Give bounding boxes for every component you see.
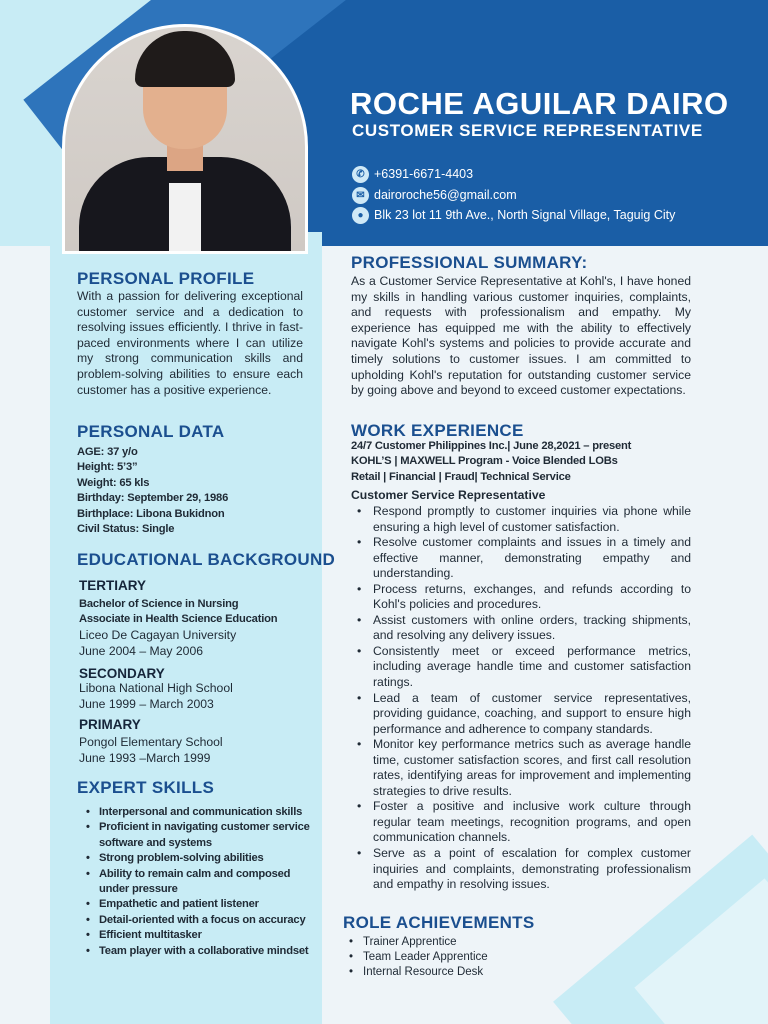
list-item: • Interpersonal and communication skills: [82, 805, 310, 820]
tertiary-degrees: [79, 597, 309, 628]
list-item: • Proficient in navigating customer service software and systems: [82, 820, 310, 851]
tertiary-degree-2: Associate in Health Science Education: [79, 613, 278, 626]
list-item: • Team Leader Apprentice: [347, 950, 488, 965]
candidate-name: ROCHE AGUILAR DAIRO: [350, 86, 729, 121]
list-item: • Respond promptly to customer inquiries via phone while ensuring a high level of customer satisfaction.: [351, 504, 691, 535]
phone-icon: ✆: [352, 166, 369, 183]
contact-phone-text: +6391-6671-4403: [374, 167, 474, 181]
work-position: Customer Service Representative: [351, 488, 546, 502]
weight-line: Weight: 65 kls: [77, 476, 150, 489]
contact-email[interactable]: [352, 186, 762, 204]
personal-profile-heading: PERSONAL PROFILE: [77, 269, 255, 288]
list-item: • Internal Resource Desk: [347, 965, 488, 980]
list-item: • Monitor key performance metrics such as average handle time, customer satisfaction scores, and first call resolution rates, identifying areas for improvement and implementing strategies to drive results.: [351, 737, 691, 799]
education-heading: EDUCATIONAL BACKGROUND: [77, 550, 336, 569]
civil-status-line: Civil Status: Single: [77, 523, 175, 536]
work-tags-line: Retail | Financial | Fraud| Technical Service: [351, 470, 571, 483]
primary-label: PRIMARY: [79, 717, 141, 732]
achievements-heading: ROLE ACHIEVEMENTS: [343, 913, 535, 932]
summary-text: As a Customer Service Representative at Kohl's, I have honed my skills in handling various customer inquiries, complaints, and requests with professionalism and empathy. My experience has equipped me with the ability to effectively navigate Kohl's systems and policies to provide accurate and timely solutions to customer issues. I am committed to upholding Kohl's reputation for outstanding customer service by going above and beyond to exceed customer expectations.: [351, 274, 691, 398]
email-icon: ✉: [352, 187, 369, 204]
secondary-details: [79, 681, 309, 712]
contact-phone[interactable]: [352, 165, 762, 183]
location-icon: ●: [352, 207, 369, 224]
list-item: • Efficient multitasker: [82, 928, 310, 943]
tertiary-degree-1: Bachelor of Science in Nursing: [79, 598, 239, 610]
list-item: • Strong problem-solving abilities: [82, 851, 310, 866]
work-heading: WORK EXPERIENCE: [351, 421, 524, 440]
height-line: Height: 5’3”: [77, 461, 138, 474]
list-item: • Serve as a point of escalation for complex customer inquiries and complaints, demonstrating professionalism and empathy in resolving issues.: [351, 846, 691, 893]
personal-data-list: [77, 445, 307, 537]
secondary-label: SECONDARY: [79, 666, 165, 681]
list-item: • Trainer Apprentice: [347, 935, 488, 950]
candidate-role: CUSTOMER SERVICE REPRESENTATIVE: [352, 121, 703, 140]
personal-data-heading: PERSONAL DATA: [77, 422, 225, 441]
list-item: • Process returns, exchanges, and refunds according to Kohl's policies and procedures.: [351, 582, 691, 613]
personal-profile-text: With a passion for delivering exceptional customer service and a dedication to resolving issues efficiently. I thrive in fast-paced environments where I can utilize my strong communication skills and problem-solving abilities to ensure each customer has a positive experience.: [77, 289, 303, 397]
secondary-years: June 1999 – March 2003: [79, 696, 214, 711]
tertiary-label: TERTIARY: [79, 578, 146, 593]
primary-years: June 1993 –March 1999: [79, 750, 211, 765]
list-item: • Assist customers with online orders, tracking shipments, and resolving any delivery issues.: [351, 613, 691, 644]
profile-photo: [62, 24, 308, 254]
contact-address: [352, 206, 762, 224]
age-line: AGE: 37 y/o: [77, 446, 138, 458]
list-item: • Foster a positive and inclusive work culture through regular team meetings, recognition programs, and open communication channels.: [351, 799, 691, 846]
list-item: • Lead a team of customer service representatives, providing guidance, coaching, and support to ensure high performance and adherence to company standards.: [351, 691, 691, 738]
summary-heading: PROFESSIONAL SUMMARY:: [351, 253, 588, 272]
primary-school: Pongol Elementary School: [79, 735, 223, 749]
list-item: • Consistently meet or exceed performance metrics, including average handle time and customer satisfaction ratings.: [351, 644, 691, 691]
birthplace-line: Birthplace: Libona Bukidnon: [77, 507, 225, 520]
contact-address-text: Blk 23 lot 11 9th Ave., North Signal Village, Taguig City: [374, 208, 676, 222]
list-item: • Detail-oriented with a focus on accuracy: [82, 913, 310, 928]
work-program-line: KOHL’S | MAXWELL Program - Voice Blended LOBs: [351, 455, 618, 468]
list-item: • Team player with a collaborative mindset: [82, 944, 310, 959]
skills-list: [82, 805, 310, 959]
work-company-line: 24/7 Customer Philippines Inc.| June 28,2021 – present: [351, 440, 632, 452]
tertiary-school: Liceo De Cagayan University: [79, 628, 237, 642]
work-duties-list: [351, 504, 691, 893]
birthday-line: Birthday: September 29, 1986: [77, 492, 229, 505]
work-meta: [351, 439, 691, 485]
primary-details: [79, 735, 309, 766]
skills-heading: EXPERT SKILLS: [77, 778, 215, 797]
list-item: • Resolve customer complaints and issues in a timely and effective manner, demonstrating empathy and understanding.: [351, 535, 691, 582]
tertiary-years: June 2004 – May 2006: [79, 643, 203, 658]
achievements-list: [347, 935, 488, 981]
tertiary-details: [79, 628, 309, 659]
contact-email-text: dairoroche56@gmail.com: [374, 188, 517, 202]
secondary-school: Libona National High School: [79, 681, 233, 695]
list-item: • Empathetic and patient listener: [82, 897, 310, 912]
list-item: • Ability to remain calm and composed under pressure: [82, 867, 310, 898]
